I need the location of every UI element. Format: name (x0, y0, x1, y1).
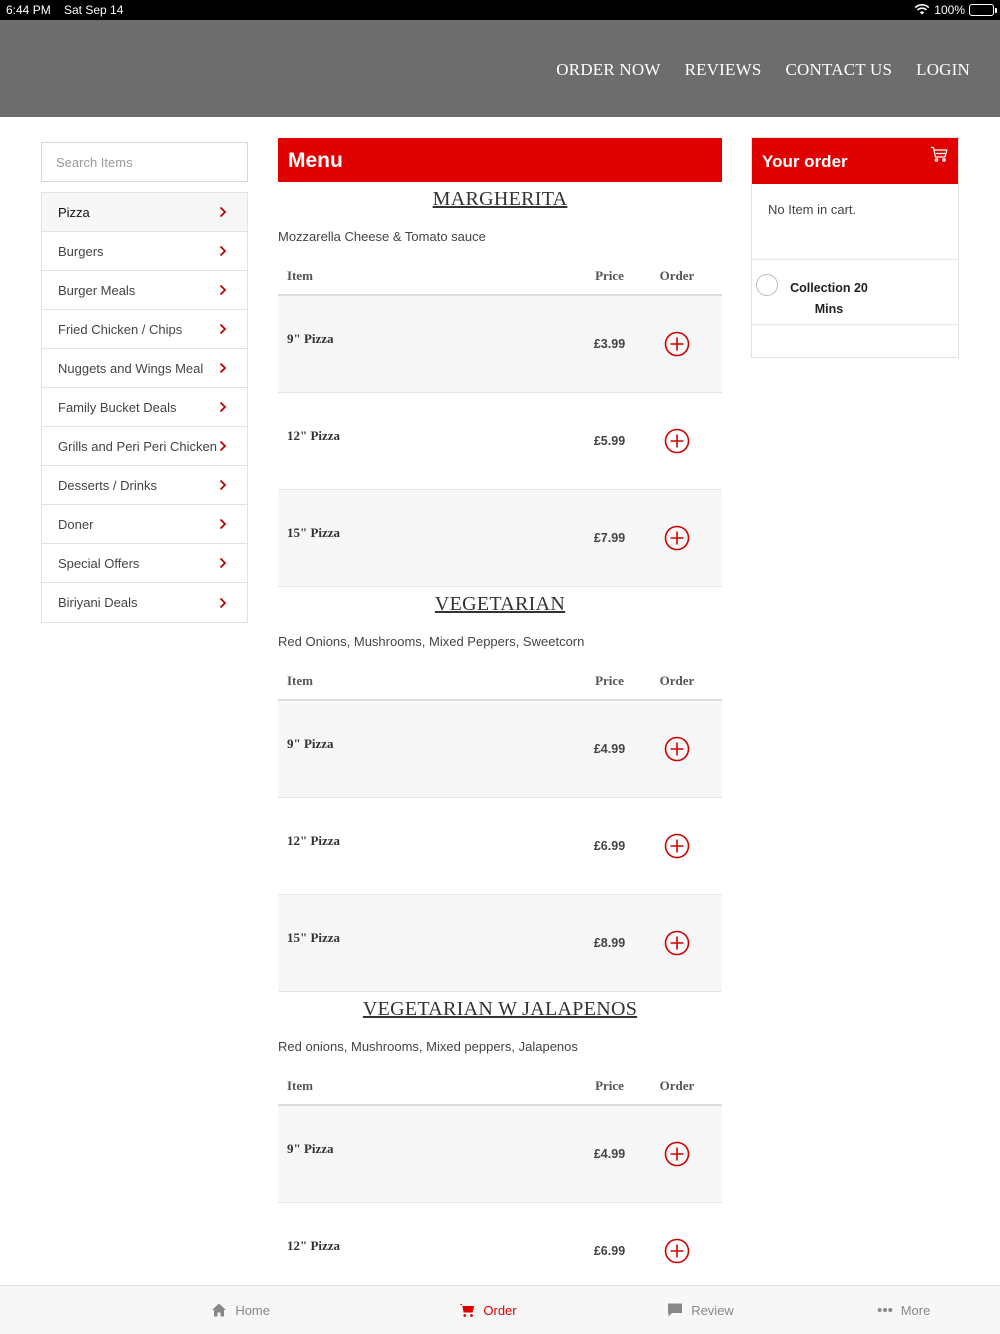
table-header (278, 663, 722, 701)
order-panel (751, 137, 959, 358)
section-description: Mozzarella Cheese & Tomato sauce (278, 229, 486, 244)
item-price: £3.99 (593, 337, 626, 351)
chevron-right-icon (217, 362, 229, 374)
col-price: Price (595, 673, 624, 688)
add-item-button[interactable] (642, 930, 722, 956)
tab-label: Home (235, 1302, 270, 1318)
cart-icon[interactable] (930, 146, 948, 162)
category-item[interactable] (42, 193, 247, 232)
status-time: 6:44 PM (6, 3, 51, 17)
add-item-icon[interactable] (664, 930, 690, 956)
nav-login[interactable]: LOGIN (916, 60, 970, 79)
tab-label: Order (483, 1302, 517, 1318)
category-item[interactable] (42, 544, 247, 583)
category-label: Nuggets and Wings Meal (58, 360, 204, 376)
main-nav (556, 60, 970, 80)
add-item-button[interactable] (642, 1238, 722, 1264)
table-row (278, 1106, 722, 1203)
category-label: Fried Chicken / Chips (58, 321, 183, 337)
status-date: Sat Sep 14 (64, 3, 124, 17)
table-row (278, 490, 722, 587)
chevron-right-icon (217, 245, 229, 257)
col-order: Order (659, 673, 695, 688)
more-icon (877, 1302, 893, 1318)
battery-icon (969, 4, 994, 16)
chevron-right-icon (217, 206, 229, 218)
chevron-right-icon (217, 518, 229, 530)
chevron-right-icon (217, 557, 229, 569)
status-bar (0, 0, 1000, 20)
item-name: 12" Pizza (287, 428, 341, 443)
table-header (278, 258, 722, 296)
add-item-icon[interactable] (664, 1238, 690, 1264)
chevron-right-icon (217, 323, 229, 335)
category-item[interactable] (42, 388, 247, 427)
menu-section (278, 182, 722, 587)
item-price: £8.99 (593, 936, 626, 950)
col-item: Item (287, 268, 313, 283)
menu-sections (278, 182, 722, 1284)
item-name: 12" Pizza (287, 833, 341, 848)
nav-contact-us[interactable]: CONTACT US (785, 60, 893, 79)
category-item[interactable] (42, 271, 247, 310)
col-order: Order (659, 1078, 695, 1093)
table-row (278, 296, 722, 393)
item-price: £6.99 (593, 839, 626, 853)
item-price: £7.99 (593, 531, 626, 545)
category-item[interactable] (42, 466, 247, 505)
col-item: Item (287, 1078, 313, 1093)
chevron-right-icon (217, 479, 229, 491)
nav-order-now[interactable]: ORDER NOW (556, 60, 661, 79)
menu-panel (278, 138, 722, 1284)
home-icon (211, 1302, 227, 1318)
table-row (278, 895, 722, 992)
table-header (278, 1068, 722, 1106)
add-item-icon[interactable] (664, 428, 690, 454)
tab-label: Review (691, 1302, 734, 1318)
section-description: Red Onions, Mushrooms, Mixed Peppers, Sweetcorn (278, 634, 585, 649)
category-list (41, 192, 248, 623)
category-label: Family Bucket Deals (58, 399, 177, 415)
site-header (0, 20, 1000, 117)
menu-title: Menu (278, 138, 722, 182)
table-row (278, 393, 722, 490)
order-header (752, 138, 958, 184)
section-title: VEGETARIAN W JALAPENOS (362, 998, 638, 1020)
section-title: MARGHERITA (432, 188, 568, 210)
table-row (278, 1203, 722, 1284)
table-row (278, 798, 722, 895)
cart-empty-text: No Item in cart. (752, 184, 958, 260)
category-label: Pizza (58, 204, 90, 220)
chat-icon (667, 1302, 683, 1318)
category-label: Grills and Peri Peri Chicken (58, 438, 217, 454)
search-input[interactable] (41, 142, 248, 182)
col-order: Order (659, 268, 695, 283)
category-label: Burgers (58, 243, 104, 259)
tab-home[interactable] (0, 1286, 382, 1334)
item-price: £6.99 (593, 1244, 626, 1258)
chevron-right-icon (217, 440, 229, 452)
category-item[interactable] (42, 427, 247, 466)
add-item-button[interactable] (642, 1141, 722, 1167)
battery-percent: 100% (934, 3, 965, 17)
chevron-right-icon (217, 401, 229, 413)
collection-option[interactable] (752, 260, 958, 325)
section-description: Red onions, Mushrooms, Mixed peppers, Jalapenos (278, 1039, 578, 1054)
section-title: VEGETARIAN (434, 593, 566, 615)
item-price: £4.99 (593, 1147, 626, 1161)
category-item[interactable] (42, 583, 247, 622)
add-item-button[interactable] (642, 525, 722, 551)
category-item[interactable] (42, 232, 247, 271)
chevron-right-icon (217, 597, 229, 609)
add-item-icon[interactable] (664, 331, 690, 357)
nav-reviews[interactable]: REVIEWS (684, 60, 762, 79)
add-item-button[interactable] (642, 428, 722, 454)
add-item-icon[interactable] (664, 1141, 690, 1167)
category-label: Biriyani Deals (58, 595, 138, 610)
category-label: Special Offers (58, 555, 140, 571)
table-row (278, 701, 722, 798)
add-item-button[interactable] (642, 736, 722, 762)
category-item[interactable] (42, 505, 247, 544)
collection-radio[interactable] (756, 274, 778, 296)
item-price: £4.99 (593, 742, 626, 756)
order-title: Your order (762, 152, 848, 171)
add-item-icon[interactable] (664, 525, 690, 551)
chevron-right-icon (217, 284, 229, 296)
item-name: 9" Pizza (287, 331, 334, 346)
tab-label: More (900, 1302, 931, 1318)
tab-more[interactable] (807, 1286, 1000, 1334)
category-label: Doner (58, 516, 94, 532)
col-price: Price (595, 268, 624, 283)
add-item-icon[interactable] (664, 833, 690, 859)
item-name: 12" Pizza (287, 1238, 341, 1253)
col-item: Item (287, 673, 313, 688)
wifi-icon (914, 3, 930, 15)
cart-icon (459, 1302, 475, 1318)
item-name: 9" Pizza (287, 736, 334, 751)
item-name: 9" Pizza (287, 1141, 334, 1156)
bottom-tab-bar (0, 1285, 1000, 1334)
category-item[interactable] (42, 349, 247, 388)
menu-section (278, 992, 722, 1284)
collection-label: Collection 20 Mins (790, 281, 868, 316)
item-name: 15" Pizza (287, 525, 341, 540)
tab-review[interactable] (594, 1286, 807, 1334)
category-label: Burger Meals (58, 282, 136, 298)
col-price: Price (595, 1078, 624, 1093)
item-price: £5.99 (593, 434, 626, 448)
category-label: Desserts / Drinks (58, 477, 157, 493)
add-item-icon[interactable] (664, 736, 690, 762)
menu-section (278, 587, 722, 992)
add-item-button[interactable] (642, 833, 722, 859)
tab-order[interactable] (382, 1286, 594, 1334)
category-item[interactable] (42, 310, 247, 349)
add-item-button[interactable] (642, 331, 722, 357)
item-name: 15" Pizza (287, 930, 341, 945)
